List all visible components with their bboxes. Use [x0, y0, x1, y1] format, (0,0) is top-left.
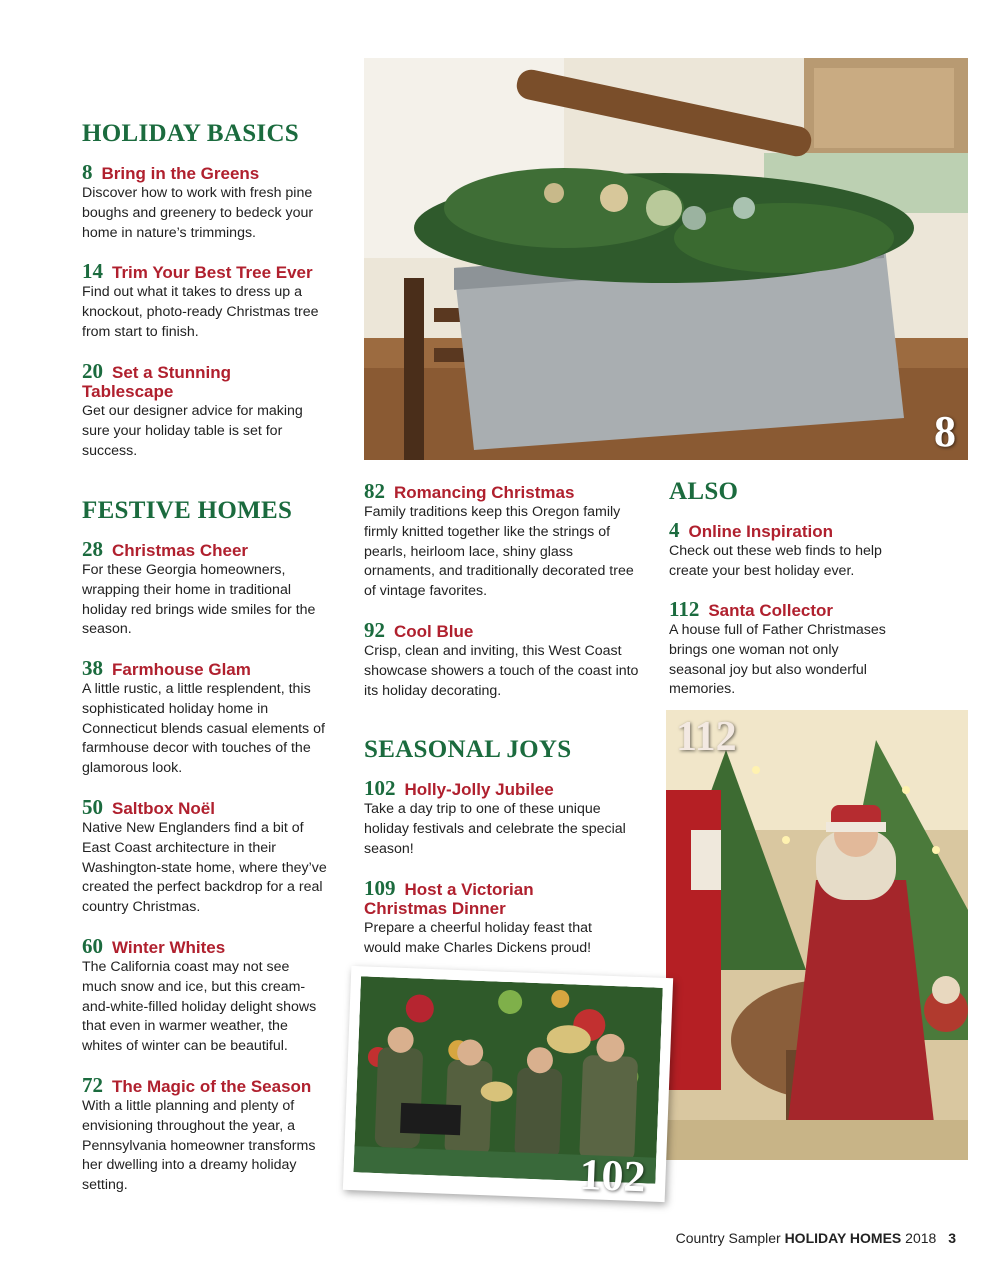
story-description: Get our designer advice for making sure your holiday table is set for success. [82, 403, 303, 459]
story-description: Discover how to work with fresh pine boughs and greenery to bedeck your home in nature’s trimmings. [82, 185, 314, 241]
page-number: 8 [82, 160, 93, 184]
story-title[interactable]: Santa Collector [708, 601, 834, 620]
toc-entry-20[interactable] [82, 359, 322, 461]
story-title[interactable]: Romancing Christmas [394, 483, 575, 502]
story-description: A house full of Father Christmases brings one woman not only seasonal joy but also wonderful memories. [669, 622, 886, 698]
story-description: Check out these web finds to help create your best holiday ever. [669, 543, 882, 579]
story-description: A little rustic, a little resplendent, this sophisticated holiday home in Connecticut blends casual elements of farmhouse decor with touches of the glamorous look. [82, 681, 325, 777]
section-title-also: ALSO [669, 478, 739, 505]
section-title-holiday-basics: HOLIDAY BASICS [82, 120, 300, 147]
toc-entry-112[interactable] [669, 597, 899, 700]
page-number: 20 [82, 359, 103, 383]
story-title[interactable]: Host a Victorian Christmas Dinner [364, 880, 534, 918]
page-number: 28 [82, 537, 103, 561]
story-title[interactable]: Holly-Jolly Jubilee [404, 780, 554, 799]
page-number: 38 [82, 656, 103, 680]
toc-entry-82[interactable] [364, 479, 639, 602]
page-number: 82 [364, 479, 385, 503]
story-description: Crisp, clean and inviting, this West Coast showcase showers a touch of the coast into its holiday decorating. [364, 643, 639, 699]
santa-figure-illustration [666, 710, 968, 1160]
story-description: Native New Englanders find a bit of East Coast architecture in their Washington-state home, where they’ve created the perfect backdrop for a real country Christmas. [82, 820, 327, 916]
story-description: For these Georgia homeowners, wrapping their home in traditional holiday red brings wide smiles for the season. [82, 562, 316, 638]
photo-page-label: 8 [934, 407, 956, 456]
section-title-festive-homes: FESTIVE HOMES [82, 497, 293, 524]
story-title[interactable]: Bring in the Greens [101, 164, 260, 183]
story-title[interactable]: Trim Your Best Tree Ever [112, 263, 313, 282]
story-title[interactable]: Cool Blue [394, 622, 474, 641]
toc-entry-92[interactable] [364, 618, 639, 701]
page-number: 4 [669, 518, 680, 542]
photo-page-label: 112 [676, 714, 737, 760]
page-number: 102 [364, 776, 396, 800]
photo-santa-collector[interactable] [666, 710, 968, 1160]
magazine-name: Country Sampler [675, 1230, 781, 1246]
story-title[interactable]: The Magic of the Season [112, 1077, 312, 1096]
story-title[interactable]: Winter Whites [112, 938, 226, 957]
story-title[interactable]: Online Inspiration [688, 522, 834, 541]
toc-entry-60[interactable] [82, 934, 327, 1057]
story-description: Prepare a cheerful holiday feast that would make Charles Dickens proud! [364, 920, 592, 956]
toc-entry-72[interactable] [82, 1073, 332, 1196]
story-title[interactable]: Saltbox Noël [112, 799, 215, 818]
toc-entry-50[interactable] [82, 795, 327, 918]
story-description: With a little planning and plenty of envisioning throughout the year, a Pennsylvania homeowner transforms her dwelling into a dreamy holiday setting. [82, 1098, 316, 1194]
toc-entry-109[interactable] [364, 876, 629, 959]
page-number: 50 [82, 795, 103, 819]
page-number-footer: 3 [948, 1230, 956, 1246]
toc-entry-102[interactable] [364, 776, 629, 859]
page-number: 112 [669, 597, 700, 621]
issue-name: HOLIDAY HOMES [784, 1230, 902, 1246]
toc-entry-38[interactable] [82, 656, 327, 779]
page-footer [676, 1230, 956, 1246]
section-title-seasonal-joys: SEASONAL JOYS [364, 736, 572, 763]
toc-entry-28[interactable] [82, 537, 332, 640]
story-title[interactable]: Set a Stunning Tablescape [82, 363, 231, 401]
story-description: Find out what it takes to dress up a knockout, photo-ready Christmas tree from start to finish. [82, 284, 319, 340]
story-title[interactable]: Christmas Cheer [112, 541, 249, 560]
page-number: 14 [82, 259, 103, 283]
story-description: The California coast may not see much snow and ice, but this cream-and-white-filled holiday delight shows that even in warmer weather, the whites of winter can be beautiful. [82, 959, 317, 1055]
greens-toolbox-illustration [364, 58, 968, 460]
toc-entry-4[interactable] [669, 518, 899, 582]
toc-entry-8[interactable] [82, 160, 332, 243]
photo-greens-toolbox[interactable] [364, 58, 968, 460]
page-number: 60 [82, 934, 103, 958]
photo-page-label: 102 [578, 1149, 647, 1202]
story-title[interactable]: Farmhouse Glam [112, 660, 251, 679]
page-number: 72 [82, 1073, 103, 1097]
story-description: Family traditions keep this Oregon family firmly knitted together like the strings of pearls, heirloom lace, shiny glass ornaments, and traditionally decorated tree of vintage favorites. [364, 504, 634, 600]
story-description: Take a day trip to one of these unique holiday festivals and celebrate the special season! [364, 801, 626, 857]
photo-holly-jolly-band[interactable] [343, 966, 673, 1202]
page-number: 109 [364, 876, 396, 900]
issue-year: 2018 [905, 1230, 937, 1246]
page-number: 92 [364, 618, 385, 642]
toc-entry-14[interactable] [82, 259, 332, 342]
